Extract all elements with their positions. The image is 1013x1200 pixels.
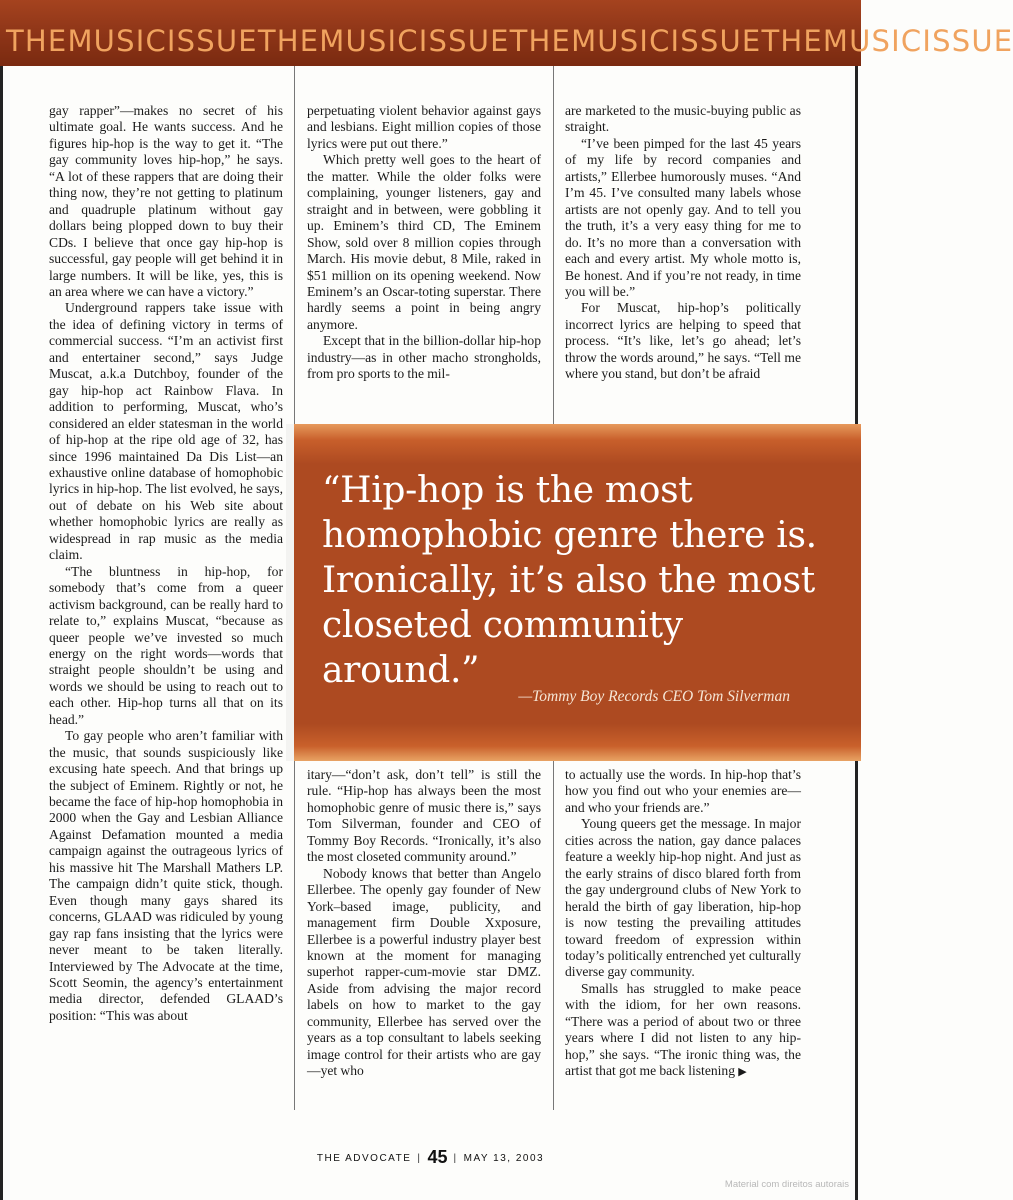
paragraph: Nobody knows that better than Angelo Ellerbee. The openly gay founder of New York–based image, publicity, and management firm Double Xxposure, Ellerbee is a powerful industry player best known at the moment for managing superhot rapper-cum-movie star DMZ. Aside from advising the major record labels on how to market to the gay community, Ellerbee has served over the years as a top consultant to labels seeking image control for their artists who are gay—yet who bbox=[307, 865, 541, 1079]
pull-quote-text: “Hip-hop is the most homophobic genre there is. Ironically, it’s also the most closeted community around.” bbox=[322, 470, 817, 691]
article-column-3-top bbox=[565, 103, 801, 415]
section-banner bbox=[0, 0, 1013, 66]
paragraph: are marketed to the music-buying public as straight. bbox=[565, 103, 801, 135]
paragraph bbox=[565, 981, 801, 1081]
publication-name: THE ADVOCATE bbox=[316, 1153, 412, 1164]
paragraph: Except that in the billion-dollar hip-hop industry—as in other macho strongholds, from pro sports to the mil- bbox=[307, 333, 541, 382]
pull-quote-left-bar bbox=[286, 424, 294, 761]
paragraph: “I’ve been pimped for the last 45 years of my life by record companies and artists,” Ellerbee humorously muses. “And I’m 45. I’ve consulted many labels whose artists are not openly gay. And to tell you the truth, it’s a very easy thing for me to do. It’s no more than a conversation with each and every artist. My whole motto is, Be honest. And if you’re not ready, in time you will be.” bbox=[565, 135, 801, 299]
left-page-edge bbox=[0, 66, 3, 1200]
paragraph: To gay people who aren’t familiar with the music, that sounds suspiciously like excusing hate speech. And that brings up the subject of Eminem. Rightly or not, he became the face of hip-hop homophobia in 2000 when the Gay and Lesbian Alliance Against Defamation mounted a media campaign against the outrageous lyrics of his massive hit The Marshall Mathers LP. The campaign didn’t quite stick, though. Even though many gays shared its concerns, GLAAD was ridiculed by young gay rap fans insisting that the lyrics were never meant to be taken literally. Interviewed by The Advocate at the time, Scott Seomin, the agency’s entertainment media director, defended GLAAD’s position: “This was about bbox=[49, 728, 283, 1023]
paragraph: Young queers get the message. In major cities across the nation, gay dance palaces feature a weekly hip-hop night. And just as the early strains of disco blared forth from the gay underground clubs of New York to herald the birth of gay liberation, hip-hop is now testing the prevailing attitudes toward freedom of expression within today’s politically entrenched yet culturally diverse gay community. bbox=[565, 816, 801, 980]
pull-quote-attribution: —Tommy Boy Records CEO Tom Silverman bbox=[518, 688, 790, 705]
article-column-1 bbox=[49, 103, 283, 1108]
paragraph: For Muscat, hip-hop’s politically incorrect lyrics are helping to speed that process. “It’s like, let’s go ahead; let’s throw the words around,” he says. “Tell me where you stand, but don’t be afraid bbox=[565, 300, 801, 382]
paragraph: perpetuating violent behavior against gays and lesbians. Eight million copies of those lyrics were put out there.” bbox=[307, 103, 541, 151]
paragraph-text: Smalls has struggled to make peace with the idiom, for her own reasons. “There was a period of about two or three years where I did not listen to any hip-hop,” she says. “The ironic thing was, the artist that got me back listening bbox=[565, 980, 801, 1079]
issue-date: MAY 13, 2003 bbox=[463, 1153, 545, 1164]
page-footer bbox=[0, 1145, 861, 1166]
continue-arrow-icon: ▶ bbox=[738, 1066, 747, 1079]
paragraph: “The bluntness in hip-hop, for somebody that’s come from a queer activism background, can be really hard to relate to,” explains Muscat, “because as queer people we’ve invested so much energy on the right words—words that straight people shouldn’t be using and words we should be using to reach out to each other. Hip-hop turns all that on its head.” bbox=[49, 563, 283, 727]
article-column-3-bottom bbox=[565, 767, 801, 1109]
footer-separator: | bbox=[417, 1153, 422, 1164]
footer-separator: | bbox=[453, 1153, 458, 1164]
paragraph: Which pretty well goes to the heart of the matter. While the older folks were complaining, younger listeners, gay and straight and in between, were gobbling it up. Eminem’s third CD, The Eminem Show, sold over 8 million copies through March. His movie debut, 8 Mile, raked in $51 million on its opening weekend. Now Eminem’s an Oscar-toting superstar. There hardly seems a point in being angry anymore. bbox=[307, 152, 541, 332]
column-rule-2-bottom bbox=[553, 761, 554, 1110]
article-column-2-top bbox=[307, 103, 541, 415]
banner-text: THEMUSICISSUETHEMUSICISSUETHEMUSICISSUETHEMUSICISSUE bbox=[6, 24, 1013, 58]
paragraph: itary—“don’t ask, don’t tell” is still the rule. “Hip-hop has always been the most homophobic genre of music there is,” says Tom Silverman, founder and CEO of Tommy Boy Records. “Ironically, it’s also the most closeted community around.” bbox=[307, 767, 541, 865]
column-rule-2-top bbox=[553, 66, 554, 424]
paragraph: Underground rappers take issue with the idea of defining victory in terms of commercial success. “I’m an activist first and entertainer second,” says Judge Muscat, a.k.a Dutchboy, founder of the gay hip-hop act Rainbow Flava. In addition to performing, Muscat, who’s considered an elder statesman in the world of hip-hop at the ripe old age of 32, has since 1996 maintained Da Dis List—an exhaustive online database of homophobic lyrics in hip-hop. The list evolved, he says, out of debate on his Web site about whether homophobic lyrics are really as widespread in rap music as the media claim. bbox=[49, 300, 283, 563]
copyright-watermark: Material com direitos autorais bbox=[724, 1179, 849, 1190]
paragraph: gay rapper”—makes no secret of his ultimate goal. He wants success. And he figures hip-hop is the way to get it. “The gay community loves hip-hop,” he says. “A lot of these rappers that are doing their thing now, they’re not getting to platinum and quadruple platinum without gay dollars being plopped down to buy their CDs. I believe that once gay hip-hop is successful, gay people will get behind it in large numbers. It will be like, yes, this is an area where we can have a victory.” bbox=[49, 103, 283, 299]
article-column-2-bottom bbox=[307, 767, 541, 1109]
paragraph: to actually use the words. In hip-hop that’s how you find out who your enemies are—and who your friends are.” bbox=[565, 767, 801, 815]
page-number: 45 bbox=[427, 1147, 448, 1167]
